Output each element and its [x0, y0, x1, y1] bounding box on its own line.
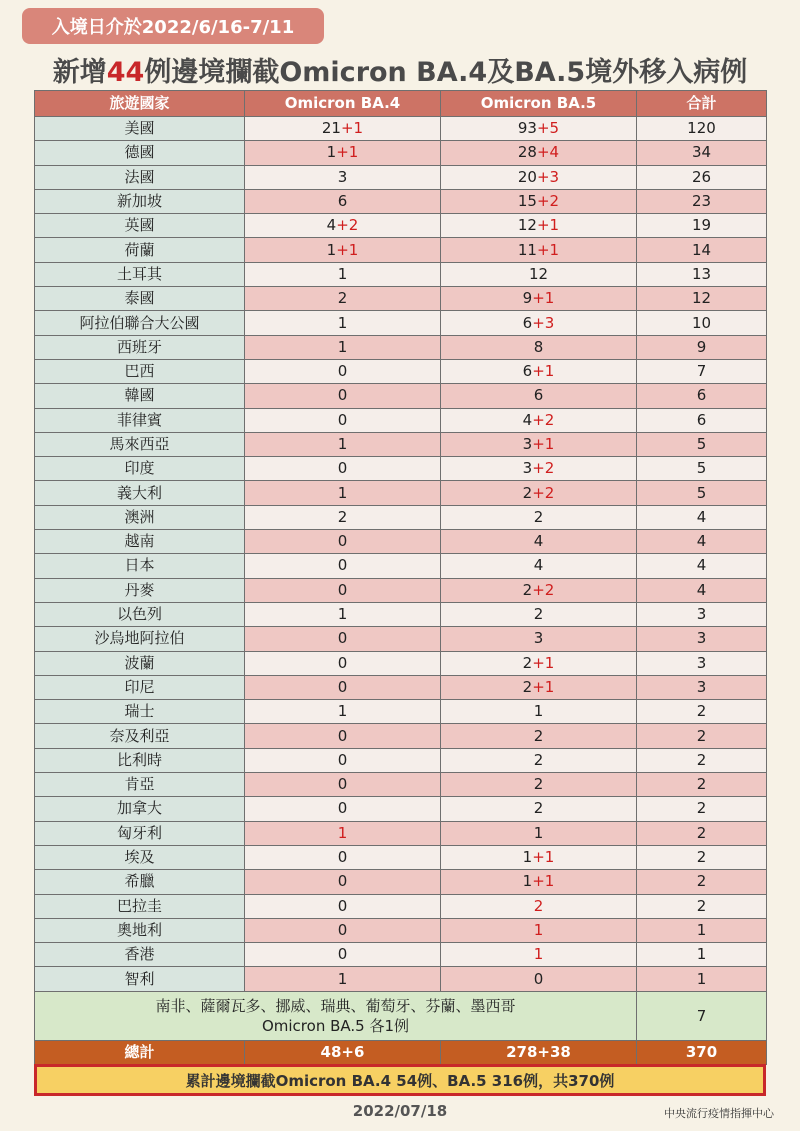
- ba4-cell: [245, 117, 441, 141]
- column-header-total: 合計: [637, 91, 767, 117]
- ba4-base-count: 1: [337, 605, 348, 624]
- ba5-base-count: 1: [533, 823, 544, 842]
- other-countries-list: 南非、薩爾瓦多、挪威、瑞典、葡萄牙、芬蘭、墨西哥: [155, 996, 516, 1015]
- table-row: [35, 773, 767, 797]
- ba4-base-count: 0: [337, 580, 348, 599]
- total-cell: 3: [637, 675, 767, 699]
- ba4-cell: [245, 845, 441, 869]
- ba4-cell: [245, 530, 441, 554]
- table-row: [35, 117, 767, 141]
- ba5-base-count: 1: [522, 872, 533, 891]
- total-cell: 4: [637, 578, 767, 602]
- ba4-cell: [245, 554, 441, 578]
- ba4-base-count: 0: [337, 653, 348, 672]
- country-cell: 越南: [35, 530, 245, 554]
- ba4-cell: [245, 505, 441, 529]
- ba5-new-count: +1: [532, 362, 555, 381]
- ba5-new-count: +3: [532, 313, 555, 332]
- totals-row: [35, 1040, 767, 1064]
- ba5-base-count: 2: [533, 507, 544, 526]
- country-cell: 波蘭: [35, 651, 245, 675]
- ba4-base-count: 6: [337, 192, 348, 211]
- ba4-cell: [245, 384, 441, 408]
- ba5-new-count: 2: [533, 896, 544, 915]
- ba4-base-count: 3: [337, 167, 348, 186]
- ba5-cell: [441, 870, 637, 894]
- ba5-cell: [441, 287, 637, 311]
- ba4-cell: [245, 675, 441, 699]
- table-row: [35, 700, 767, 724]
- ba4-base-count: 0: [337, 920, 348, 939]
- ba4-base-count: 0: [337, 386, 348, 405]
- ba4-cell: [245, 432, 441, 456]
- total-cell: 6: [637, 384, 767, 408]
- total-cell: 5: [637, 432, 767, 456]
- total-cell: 13: [637, 262, 767, 286]
- ba4-base-count: 2: [337, 289, 348, 308]
- ba4-cell: [245, 918, 441, 942]
- ba4-cell: [245, 214, 441, 238]
- total-cell: 2: [637, 870, 767, 894]
- total-cell: 14: [637, 238, 767, 262]
- country-cell: 日本: [35, 554, 245, 578]
- ba4-cell: [245, 797, 441, 821]
- table-row: [35, 481, 767, 505]
- ba4-base-count: 4: [326, 216, 337, 235]
- ba5-cell: [441, 432, 637, 456]
- ba5-base-count: 2: [533, 605, 544, 624]
- country-cell: 奧地利: [35, 918, 245, 942]
- totals-label: 總計: [35, 1040, 245, 1064]
- country-cell: 匈牙利: [35, 821, 245, 845]
- ba5-new-count: +2: [532, 580, 555, 599]
- country-cell: 英國: [35, 214, 245, 238]
- ba5-new-count: +1: [532, 289, 555, 308]
- table-row: [35, 943, 767, 967]
- total-cell: 2: [637, 797, 767, 821]
- column-header-country: 旅遊國家: [35, 91, 245, 117]
- total-cell: 2: [637, 700, 767, 724]
- table-row: [35, 408, 767, 432]
- other-countries-cell: [35, 991, 637, 1040]
- total-cell: 2: [637, 894, 767, 918]
- ba4-base-count: 1: [326, 143, 337, 162]
- table-row: [35, 238, 767, 262]
- totals-ba5: 278+38: [441, 1040, 637, 1064]
- ba4-cell: [245, 821, 441, 845]
- table-row: [35, 262, 767, 286]
- ba5-cell: [441, 505, 637, 529]
- ba5-base-count: 3: [522, 435, 533, 453]
- ba5-new-count: 1: [533, 920, 544, 939]
- table-row: [35, 165, 767, 189]
- total-cell: 9: [637, 335, 767, 359]
- ba5-cell: [441, 602, 637, 626]
- ba4-base-count: 1: [326, 240, 337, 259]
- ba5-cell: [441, 967, 637, 991]
- table-row: [35, 821, 767, 845]
- ba4-base-count: 0: [337, 362, 348, 381]
- ba5-cell: [441, 797, 637, 821]
- ba5-cell: [441, 408, 637, 432]
- ba5-cell: [441, 530, 637, 554]
- ba4-cell: [245, 602, 441, 626]
- table-row: [35, 141, 767, 165]
- table-row: [35, 554, 767, 578]
- total-cell: 2: [637, 845, 767, 869]
- ba4-cell: [245, 238, 441, 262]
- ba5-base-count: 9: [522, 289, 533, 308]
- ba5-base-count: 0: [533, 969, 544, 988]
- table-row: [35, 967, 767, 991]
- ba5-new-count: +1: [532, 848, 555, 867]
- ba5-cell: [441, 675, 637, 699]
- title-highlight-count: 44: [106, 57, 145, 88]
- ba4-base-count: 0: [337, 945, 348, 964]
- ba5-cell: [441, 821, 637, 845]
- ba4-cell: [245, 894, 441, 918]
- ba5-new-count: +2: [536, 192, 560, 211]
- country-cell: 荷蘭: [35, 238, 245, 262]
- ba4-base-count: 2: [337, 507, 348, 526]
- ba5-base-count: 4: [533, 556, 544, 575]
- ba5-new-count: +5: [536, 119, 560, 138]
- ba5-new-count: +1: [532, 653, 555, 672]
- ba4-base-count: 1: [337, 337, 348, 356]
- ba5-cell: [441, 189, 637, 213]
- ba5-cell: [441, 359, 637, 383]
- table-row: [35, 311, 767, 335]
- source-credit: 中央流行疫情指揮中心: [664, 1107, 774, 1120]
- ba5-cell: [441, 457, 637, 481]
- country-cell: 印尼: [35, 675, 245, 699]
- table-row: [35, 651, 767, 675]
- table-row: [35, 918, 767, 942]
- table-header-row: [35, 91, 767, 117]
- ba4-cell: [245, 700, 441, 724]
- ba4-base-count: 0: [337, 896, 348, 915]
- title-suffix: 例邊境攔截Omicron BA.4及BA.5境外移入病例: [144, 57, 748, 88]
- country-cell: 希臘: [35, 870, 245, 894]
- total-cell: 2: [637, 724, 767, 748]
- ba5-base-count: 3: [522, 459, 533, 478]
- country-cell: 巴拉圭: [35, 894, 245, 918]
- ba5-new-count: +4: [536, 143, 560, 162]
- ba5-new-count: +3: [536, 167, 560, 186]
- total-cell: 5: [637, 481, 767, 505]
- total-cell: 4: [637, 505, 767, 529]
- ba5-new-count: +1: [536, 240, 560, 259]
- ba5-base-count: 2: [522, 677, 533, 696]
- totals-ba4: 48+6: [245, 1040, 441, 1064]
- ba5-base-count: 8: [533, 337, 544, 356]
- country-cell: 德國: [35, 141, 245, 165]
- ba4-cell: [245, 408, 441, 432]
- ba5-base-count: 2: [533, 775, 544, 794]
- country-cell: 沙烏地阿拉伯: [35, 627, 245, 651]
- ba5-base-count: 2: [522, 653, 533, 672]
- ba4-cell: [245, 457, 441, 481]
- country-cell: 澳洲: [35, 505, 245, 529]
- total-cell: 5: [637, 457, 767, 481]
- ba4-base-count: 1: [337, 313, 348, 332]
- total-cell: 1: [637, 918, 767, 942]
- ba5-base-count: 2: [533, 750, 544, 769]
- ba5-cell: [441, 748, 637, 772]
- total-cell: 34: [637, 141, 767, 165]
- ba5-cell: [441, 165, 637, 189]
- country-cell: 埃及: [35, 845, 245, 869]
- ba5-base-count: 93: [517, 119, 537, 138]
- country-cell: 香港: [35, 943, 245, 967]
- ba4-base-count: 21: [321, 119, 341, 138]
- ba4-cell: [245, 627, 441, 651]
- total-cell: 23: [637, 189, 767, 213]
- ba4-base-count: 1: [337, 435, 348, 453]
- other-countries-note: Omicron BA.5 各1例: [261, 1016, 410, 1035]
- country-cell: 韓國: [35, 384, 245, 408]
- ba5-cell: [441, 894, 637, 918]
- country-cell: 智利: [35, 967, 245, 991]
- ba4-new-count: +1: [336, 143, 359, 162]
- table-row: [35, 845, 767, 869]
- ba4-cell: [245, 359, 441, 383]
- ba5-base-count: 12: [528, 264, 549, 283]
- country-cell: 土耳其: [35, 262, 245, 286]
- total-cell: 2: [637, 748, 767, 772]
- table-row: [35, 724, 767, 748]
- table-row: [35, 384, 767, 408]
- total-cell: 26: [637, 165, 767, 189]
- ba4-base-count: 0: [337, 872, 348, 891]
- total-cell: 3: [637, 602, 767, 626]
- ba4-cell: [245, 651, 441, 675]
- total-cell: 3: [637, 651, 767, 675]
- page-title: [0, 50, 800, 89]
- ba5-cell: [441, 627, 637, 651]
- report-date: 2022/07/18: [352, 1102, 448, 1120]
- ba4-cell: [245, 578, 441, 602]
- country-cell: 義大利: [35, 481, 245, 505]
- ba4-base-count: 0: [337, 629, 348, 648]
- total-cell: 1: [637, 943, 767, 967]
- ba5-cell: [441, 214, 637, 238]
- ba4-base-count: 0: [337, 799, 348, 818]
- ba5-base-count: 2: [533, 726, 544, 745]
- ba5-base-count: 11: [517, 240, 537, 259]
- ba4-base-count: 1: [337, 483, 348, 502]
- country-cell: 以色列: [35, 602, 245, 626]
- ba5-base-count: 12: [517, 216, 537, 235]
- ba4-base-count: 0: [337, 410, 348, 429]
- ba4-base-count: 0: [337, 726, 348, 745]
- country-cell: 西班牙: [35, 335, 245, 359]
- ba5-base-count: 6: [533, 386, 544, 405]
- table-row: [35, 797, 767, 821]
- ba5-cell: [441, 481, 637, 505]
- ba5-base-count: 20: [517, 167, 537, 186]
- ba4-base-count: 0: [337, 556, 348, 575]
- table-row: [35, 602, 767, 626]
- ba5-new-count: +1: [536, 216, 560, 235]
- ba5-cell: [441, 335, 637, 359]
- table-row: [35, 359, 767, 383]
- table-row: [35, 530, 767, 554]
- ba5-base-count: 6: [522, 362, 533, 381]
- ba5-base-count: 2: [533, 799, 544, 818]
- country-cell: 比利時: [35, 748, 245, 772]
- ba4-cell: [245, 311, 441, 335]
- ba5-cell: [441, 918, 637, 942]
- ba4-base-count: 0: [337, 677, 348, 696]
- cases-table: [34, 90, 767, 1065]
- ba5-new-count: +1: [532, 435, 555, 453]
- ba4-cell: [245, 724, 441, 748]
- ba4-base-count: 0: [337, 459, 348, 478]
- cumulative-summary: 累計邊境攔截Omicron BA.4 54例、BA.5 316例，共370例: [34, 1064, 766, 1096]
- table-row: [35, 870, 767, 894]
- ba5-new-count: +2: [532, 410, 555, 429]
- table-row: [35, 287, 767, 311]
- ba4-cell: [245, 748, 441, 772]
- ba5-base-count: 4: [533, 532, 544, 551]
- ba4-new-count: +1: [336, 240, 359, 259]
- country-cell: 奈及利亞: [35, 724, 245, 748]
- ba4-base-count: 1: [337, 702, 348, 721]
- ba5-base-count: 6: [522, 313, 533, 332]
- ba5-base-count: 2: [522, 483, 533, 502]
- ba4-base-count: 0: [337, 775, 348, 794]
- ba4-cell: [245, 262, 441, 286]
- ba5-cell: [441, 578, 637, 602]
- total-cell: 4: [637, 554, 767, 578]
- table-row: [35, 214, 767, 238]
- ba5-cell: [441, 311, 637, 335]
- ba5-cell: [441, 554, 637, 578]
- country-cell: 阿拉伯聯合大公國: [35, 311, 245, 335]
- total-cell: 6: [637, 408, 767, 432]
- country-cell: 丹麥: [35, 578, 245, 602]
- other-countries-row: [35, 991, 767, 1040]
- ba5-cell: [441, 724, 637, 748]
- ba5-base-count: 28: [517, 143, 537, 162]
- table-row: [35, 748, 767, 772]
- total-cell: 120: [637, 117, 767, 141]
- country-cell: 新加坡: [35, 189, 245, 213]
- ba5-cell: [441, 384, 637, 408]
- ba5-cell: [441, 943, 637, 967]
- country-cell: 菲律賓: [35, 408, 245, 432]
- table-row: [35, 578, 767, 602]
- country-cell: 巴西: [35, 359, 245, 383]
- ba5-base-count: 3: [533, 629, 544, 648]
- ba5-base-count: 1: [533, 702, 544, 721]
- country-cell: 泰國: [35, 287, 245, 311]
- ba4-new-count: +1: [340, 119, 364, 138]
- table-row: [35, 627, 767, 651]
- ba4-base-count: 0: [337, 750, 348, 769]
- ba4-base-count: 0: [337, 848, 348, 867]
- table-row: [35, 457, 767, 481]
- country-cell: 馬來西亞: [35, 432, 245, 456]
- ba5-cell: [441, 117, 637, 141]
- country-cell: 法國: [35, 165, 245, 189]
- totals-total: 370: [637, 1040, 767, 1064]
- other-countries-total: 7: [637, 991, 767, 1040]
- country-cell: 加拿大: [35, 797, 245, 821]
- ba5-base-count: 2: [522, 580, 533, 599]
- total-cell: 10: [637, 311, 767, 335]
- ba4-cell: [245, 189, 441, 213]
- table-row: [35, 675, 767, 699]
- ba5-cell: [441, 700, 637, 724]
- column-header-ba4: Omicron BA.4: [245, 91, 441, 117]
- title-prefix: 新增: [52, 57, 107, 88]
- ba5-new-count: +1: [532, 872, 555, 891]
- total-cell: 2: [637, 821, 767, 845]
- ba4-cell: [245, 141, 441, 165]
- total-cell: 7: [637, 359, 767, 383]
- total-cell: 19: [637, 214, 767, 238]
- country-cell: 肯亞: [35, 773, 245, 797]
- ba5-cell: [441, 845, 637, 869]
- table-row: [35, 335, 767, 359]
- ba4-base-count: 0: [337, 532, 348, 551]
- ba5-cell: [441, 238, 637, 262]
- total-cell: 1: [637, 967, 767, 991]
- ba5-new-count: +2: [532, 459, 555, 478]
- country-cell: 印度: [35, 457, 245, 481]
- ba5-new-count: 1: [533, 945, 544, 964]
- table-row: [35, 189, 767, 213]
- ba5-cell: [441, 141, 637, 165]
- total-cell: 2: [637, 773, 767, 797]
- ba5-base-count: 1: [522, 848, 533, 867]
- ba5-cell: [441, 773, 637, 797]
- ba4-new-count: 1: [337, 823, 348, 842]
- total-cell: 4: [637, 530, 767, 554]
- date-range-tag: 入境日介於2022/6/16-7/11: [22, 8, 324, 44]
- total-cell: 12: [637, 287, 767, 311]
- country-cell: 瑞士: [35, 700, 245, 724]
- ba4-cell: [245, 165, 441, 189]
- ba5-cell: [441, 651, 637, 675]
- ba4-cell: [245, 481, 441, 505]
- total-cell: 3: [637, 627, 767, 651]
- ba5-new-count: +1: [532, 677, 555, 696]
- ba4-cell: [245, 870, 441, 894]
- ba4-base-count: 1: [337, 969, 348, 988]
- ba4-cell: [245, 943, 441, 967]
- ba4-cell: [245, 967, 441, 991]
- column-header-ba5: Omicron BA.5: [441, 91, 637, 117]
- ba5-new-count: +2: [532, 483, 555, 502]
- ba4-cell: [245, 773, 441, 797]
- ba5-cell: [441, 262, 637, 286]
- ba4-cell: [245, 335, 441, 359]
- table-row: [35, 432, 767, 456]
- table-row: [35, 505, 767, 529]
- ba4-base-count: 1: [337, 264, 348, 283]
- ba4-new-count: +2: [336, 216, 359, 235]
- ba4-cell: [245, 287, 441, 311]
- ba5-base-count: 15: [517, 192, 537, 211]
- ba5-base-count: 4: [522, 410, 533, 429]
- country-cell: 美國: [35, 117, 245, 141]
- table-row: [35, 894, 767, 918]
